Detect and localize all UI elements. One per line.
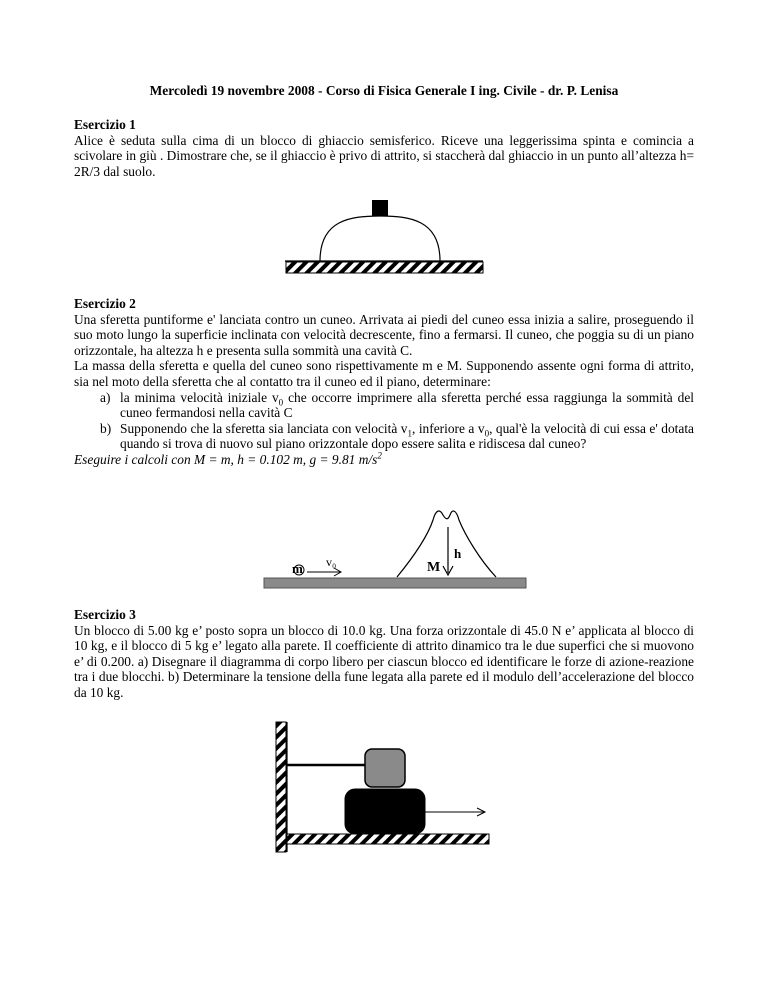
exercise-1-text: Alice è seduta sulla cima di un blocco di ghiaccio semisferico. Riceve una leggerissima spinta e comincia a scivolare in giù . Dimostrare che, se il ghiaccio è privo di attrito, si staccherà dal ghiaccio in un punto all’altezza h= 2R/3 dal suolo. (74, 132, 694, 179)
exercise-2-item-a: a) la minima velocità iniziale $v_0$ che occorre imprimere alla sferetta perché essa raggiunga la sommità del cuneo fermandosi nella cavità C (100, 389, 694, 421)
item-b-label: b) (100, 420, 112, 436)
wall-hatch (276, 722, 286, 852)
block-10kg (345, 789, 425, 834)
exercise-1 (74, 117, 694, 179)
exercise-3-text: Un blocco di 5.00 kg e’ posto sopra un blocco di 10.0 kg. Una forza orizzontale di 45.0 N e’ applicata al blocco di 10 kg, e il blocco di 5 kg e’ legato alla parete. Il coefficiente di attrito dinamico tra le due superfici che si muovono e’ di 0.200. a) Disegnare il diagramma di corpo libero per ciascun blocco ed identificare le forze di azione-reazione tra i due blocchi. b) Determinare la tensione della fune legata alla parete ed il modulo dell’accelerazione del blocco da 10 kg. (74, 622, 694, 700)
hemisphere-ice-block (320, 216, 440, 261)
ice-block-person (372, 200, 388, 216)
exercise-2-figure (260, 505, 530, 595)
page-title: Mercoledì 19 novembre 2008 - Corso di Fisica Generale I ing. Civile - dr. P. Lenisa (149, 83, 619, 98)
exercise-3-heading: Esercizio 3 (74, 607, 136, 622)
label-v0: v₀ (326, 555, 337, 569)
label-m: m (292, 561, 303, 576)
exercise-1-heading: Esercizio 1 (74, 117, 136, 132)
item-a-label: a) (100, 389, 111, 405)
exercise-3 (74, 607, 694, 701)
exercise-2-paragraph-1: Una sferetta puntiforme e' lanciata contro un cuneo. Arrivata ai piedi del cuneo essa inizia a salire, proseguendo il suo moto lungo la superficie inclinata con velocità decrescente, fino a fermarsi. Il cuneo, che poggia su di un piano orizzontale, ha altezza h e presenta sulla sommità una cavità C. (74, 311, 694, 358)
exercise-2 (74, 296, 694, 468)
exercise-2-paragraph-2: La massa della sferetta e quella del cuneo sono rispettivamente m e M. Supponendo assente ogni forma di attrito, sia nel moto della sferetta che al contatto tra il cuneo ed il piano, determinare: (74, 358, 694, 389)
exercise-2-item-b: b) Supponendo che la sferetta sia lanciata con velocità $v_1$, inferiore a $v_0$, qual'è la velocità di cui essa e' dotata quando si trova di nuovo sul piano orizzontale dopo essere salita e ridiscesa dal cuneo? (100, 420, 694, 452)
exercise-3-figure (270, 718, 500, 858)
block-5kg (365, 749, 405, 787)
label-M: M (427, 560, 441, 575)
label-h: h (454, 546, 462, 561)
exercise-1-figure (280, 195, 490, 280)
wedge-outline (397, 511, 496, 577)
exercise-2-heading: Esercizio 2 (74, 296, 136, 311)
horizontal-plane (264, 578, 526, 588)
floor-hatch (287, 834, 489, 844)
exercise-2-calc-note: Eseguire i calcoli con M = m, h = 0.102 m, g = 9.81 $m/s^2$ (74, 450, 382, 467)
ground-hatch (286, 262, 483, 273)
